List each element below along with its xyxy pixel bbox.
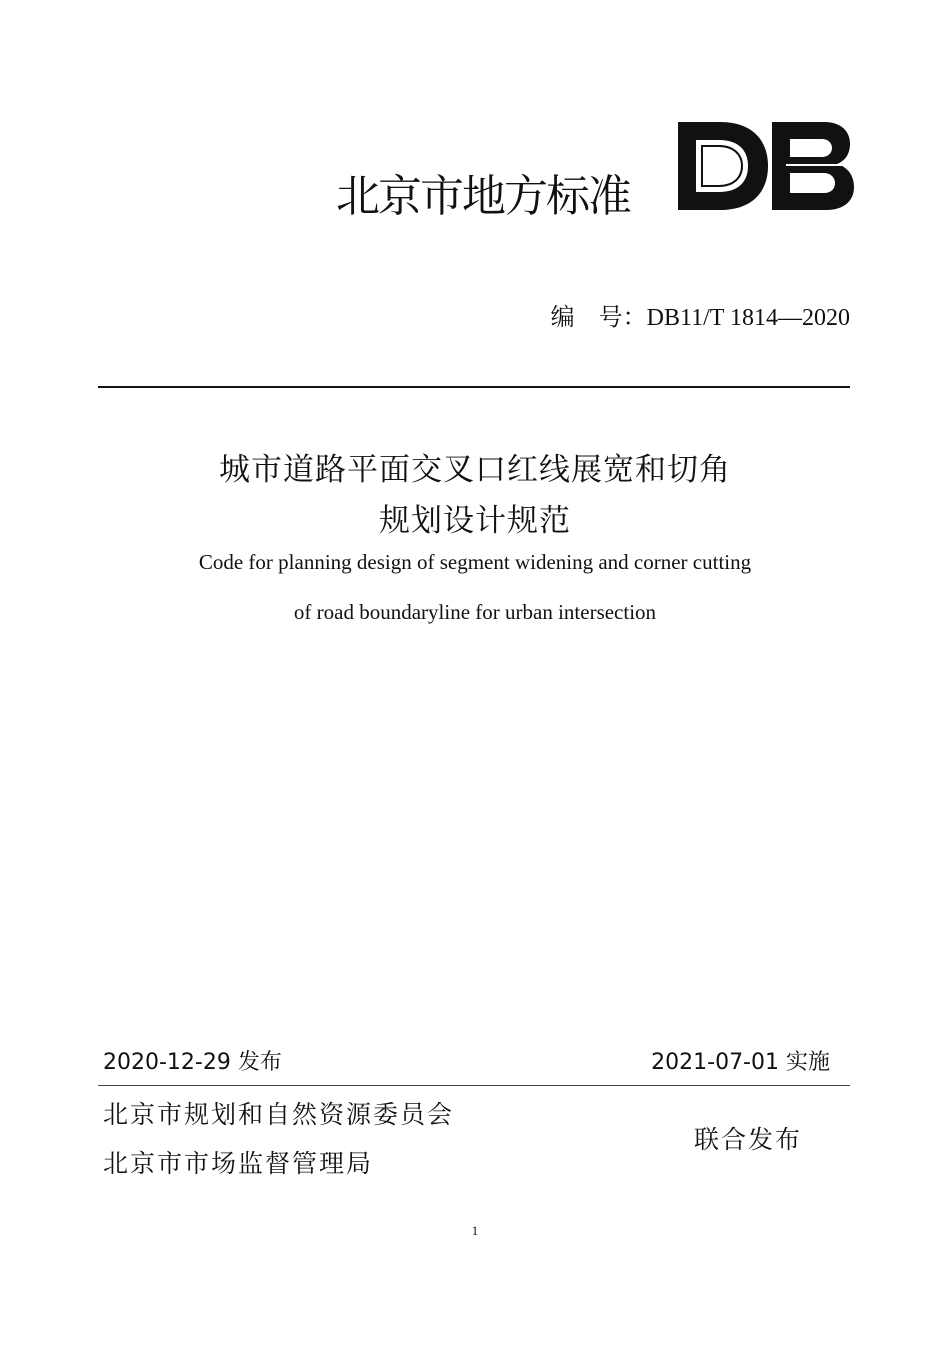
english-title-line-1: Code for planning design of segment widening and corner cutting — [198, 550, 752, 574]
joint-release-label: 联合发布 — [694, 1125, 803, 1154]
standard-type-title: 北京市地方标准 — [336, 171, 630, 222]
bottom-divider — [98, 1085, 850, 1086]
page-number: 1 — [471, 1223, 479, 1238]
chinese-title-line-2: 规划设计规范 — [379, 503, 571, 539]
top-divider — [98, 386, 850, 388]
issue-date: 2020-12-29 发布 — [103, 1050, 282, 1075]
issuer-market-regulation: 北京市市场监督管理局 — [103, 1149, 374, 1178]
db-logo — [676, 118, 856, 214]
english-title-line-2: of road boundaryline for urban intersection — [293, 600, 657, 624]
standard-number-value: DB11/T 1814—2020 — [646, 305, 850, 331]
standard-number — [551, 297, 850, 332]
implementation-date: 2021-07-01 实施 — [651, 1050, 830, 1075]
standard-number-label: 编 号： — [550, 305, 647, 331]
chinese-title-line-1: 城市道路平面交叉口红线展宽和切角 — [219, 452, 731, 488]
issuer-planning-commission: 北京市规划和自然资源委员会 — [103, 1100, 455, 1129]
